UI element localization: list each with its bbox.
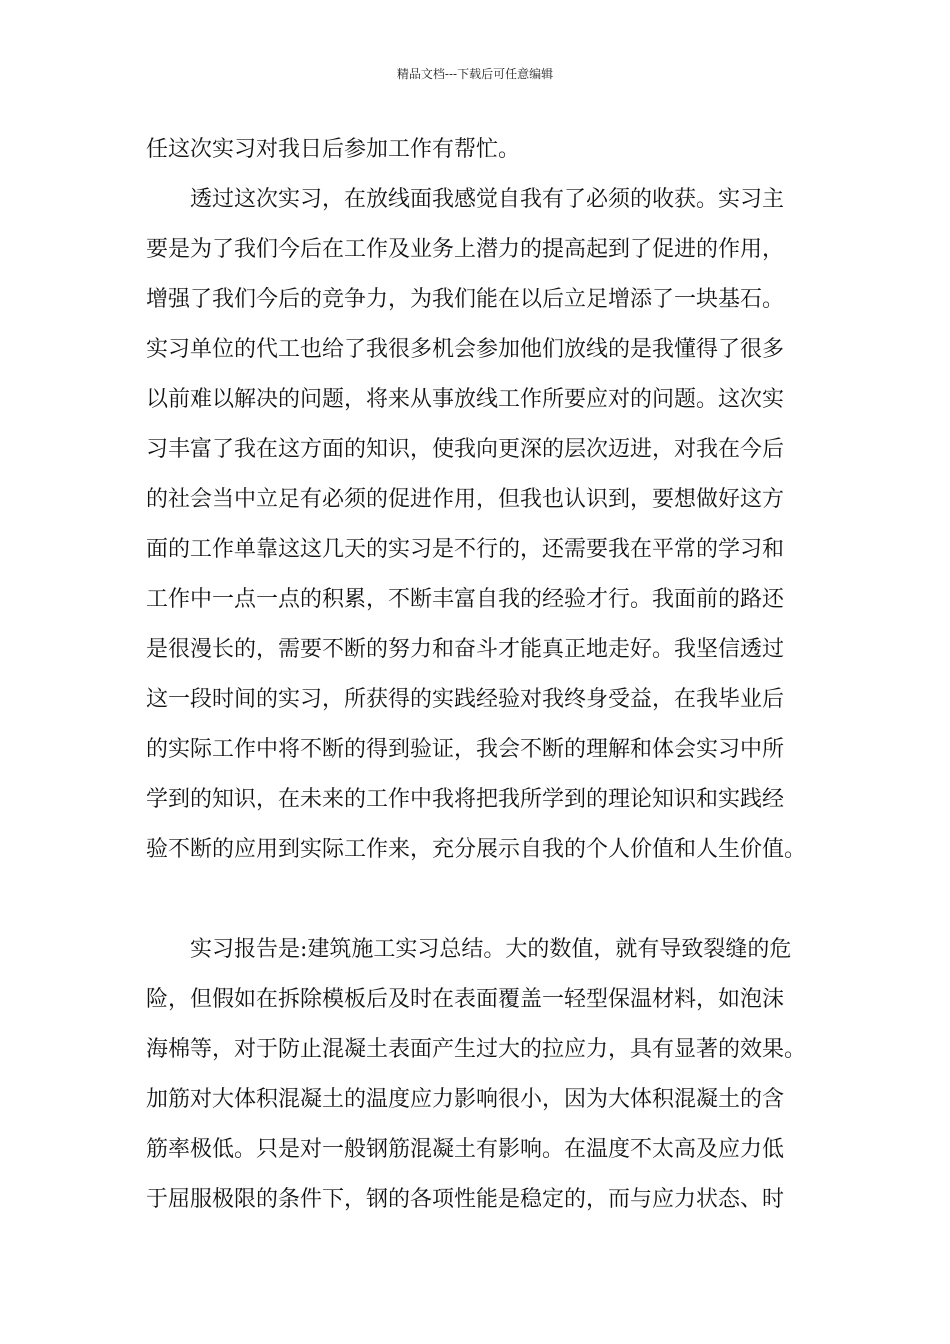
text-line: 要是为了我们今后在工作及业务上潜力的提高起到了促进的作用， <box>146 237 785 262</box>
text-line: 实习报告是:建筑施工实习总结。大的数值，就有导致裂缝的危 <box>190 937 792 962</box>
text-line: 透过这次实习，在放线面我感觉自我有了必须的收获。实习主 <box>190 187 785 212</box>
text-line: 任这次实习对我日后参加工作有帮忙。 <box>146 137 521 162</box>
text-line: 验不断的应用到实际工作来，充分展示自我的个人价值和人生价值。 <box>146 837 807 862</box>
text-line: 实习单位的代工也给了我很多机会参加他们放线的是我懂得了很多 <box>146 337 785 362</box>
text-line: 的实际工作中将不断的得到验证，我会不断的理解和体会实习中所 <box>146 737 785 762</box>
text-line: 这一段时间的实习，所获得的实践经验对我终身受益，在我毕业后 <box>146 687 785 712</box>
text-line: 工作中一点一点的积累，不断丰富自我的经验才行。我面前的路还 <box>146 587 785 612</box>
text-line: 于屈服极限的条件下，钢的各项性能是稳定的，而与应力状态、时 <box>146 1187 785 1212</box>
text-line: 加筋对大体积混凝土的温度应力影响很小，因为大体积混凝土的含 <box>146 1087 785 1112</box>
text-line: 筋率极低。只是对一般钢筋混凝土有影响。在温度不太高及应力低 <box>146 1137 785 1162</box>
text-line: 学到的知识，在未来的工作中我将把我所学到的理论知识和实践经 <box>146 787 785 812</box>
text-line: 习丰富了我在这方面的知识，使我向更深的层次迈进，对我在今后 <box>146 437 785 462</box>
text-line: 增强了我们今后的竞争力，为我们能在以后立足增添了一块基石。 <box>146 287 785 312</box>
text-line: 的社会当中立足有必须的促进作用，但我也认识到，要想做好这方 <box>146 487 785 512</box>
text-line: 海棉等，对于防止混凝土表面产生过大的拉应力，具有显著的效果。 <box>146 1037 807 1062</box>
page-header: 精品文档---下载后可任意编辑 <box>396 67 554 81</box>
text-line: 以前难以解决的问题，将来从事放线工作所要应对的问题。这次实 <box>146 387 785 412</box>
text-line: 面的工作单靠这这几天的实习是不行的，还需要我在平常的学习和 <box>146 537 785 562</box>
text-line: 险，但假如在拆除模板后及时在表面覆盖一轻型保温材料，如泡沫 <box>146 987 785 1012</box>
text-line: 是很漫长的，需要不断的努力和奋斗才能真正地走好。我坚信透过 <box>146 637 785 662</box>
